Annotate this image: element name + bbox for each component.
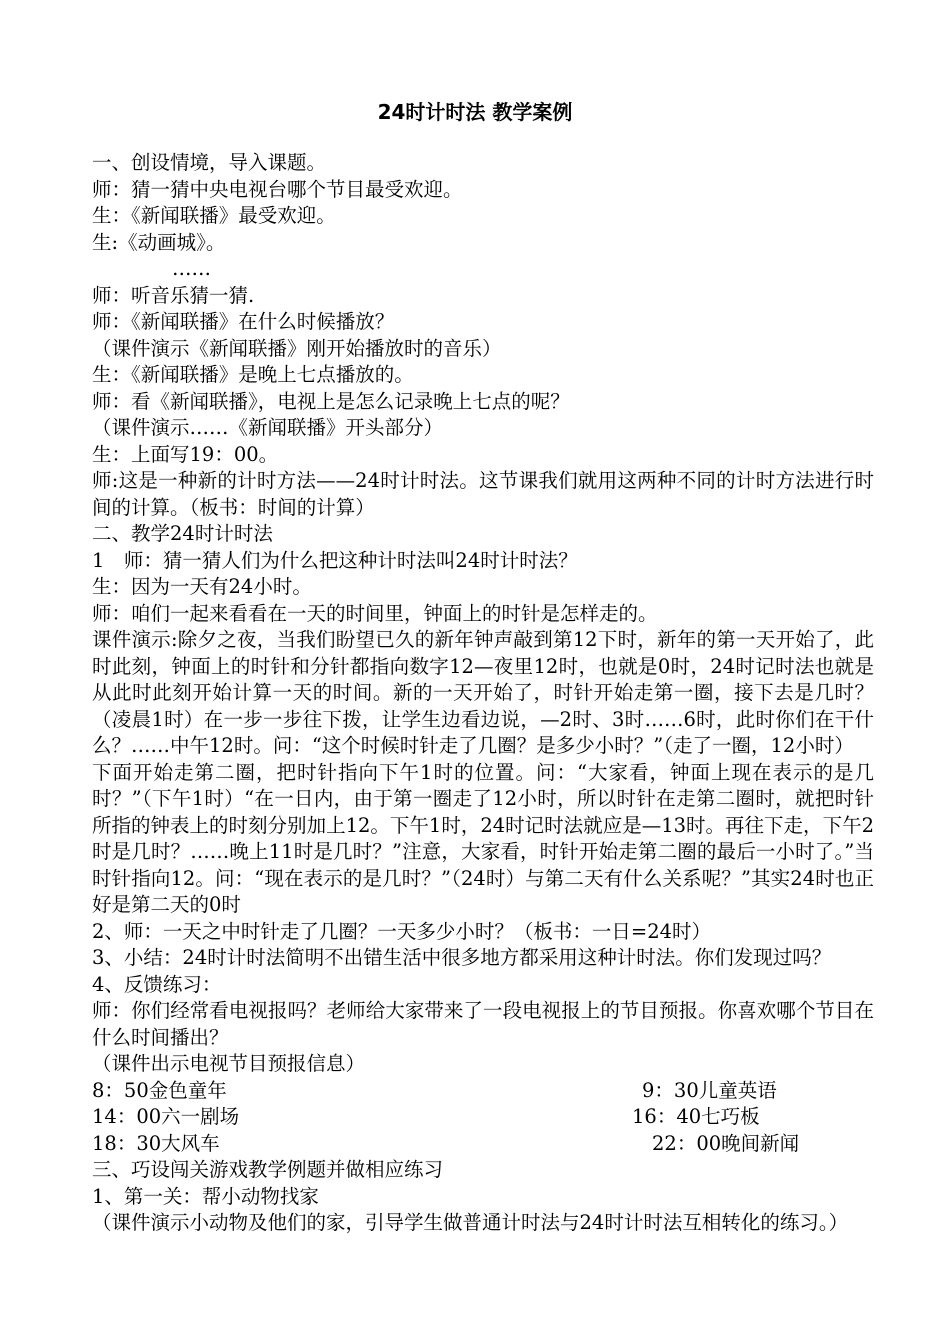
dialogue-line: 1 师：猜一猜人们为什么把这种计时法叫24时计时法？ (92, 548, 578, 572)
subsection-heading: 1、第一关：帮小动物找家 (92, 1184, 319, 1208)
paragraph: 下面开始走第二圈，把时针指向下午1时的位置。问：“大家看，钟面上现在表示的是几时？”（下午1时）“在一日内，由于第一圈走了12小时，所以时针在走第二圈时，就把时针所指的钟表上的时刻分别加上12。下午1时，24时记时法就应是—13时。再往下走，下午2时是几时？……晚上11时是几时？”注意，大家看，时针开始走第二圈的最后一小时了。”当时针指向12。问：“现在表示的是几时？”（24时）与第二天有什么关系呢？”其实24时也正好是第二天的0时 (92, 760, 874, 916)
schedule-item: 8：50金色童年 (92, 1078, 227, 1102)
schedule-item: 14：00六一剧场 (92, 1105, 240, 1128)
dialogue-line: 师：《新闻联播》在什么时候播放？ (92, 310, 395, 333)
section-heading-2: 二、教学24时计时法 (92, 522, 273, 545)
schedule-row (92, 1131, 874, 1158)
paragraph: 3、小结：24时计时法简明不出错生活中很多地方都采用这种计时法。你们发现过吗？ (92, 946, 832, 969)
schedule-item: 16：40七巧板 (632, 1105, 760, 1128)
stage-note: （课件出示电视节目预报信息） (92, 1052, 366, 1075)
dialogue-line: 生：上面写19：00。 (92, 442, 279, 466)
dialogue-line: 师：猜一猜中央电视台哪个节目最受欢迎。 (92, 177, 463, 201)
dialogue-line: 师：咱们一起来看看在一天的时间里，钟面上的时针是怎样走的。 (92, 601, 658, 625)
dialogue-line: 师：听音乐猜一猜. (92, 283, 255, 307)
paragraph: 师:这是一种新的计时方法——24时计时法。这节课我们就用这两种不同的计时方法进行时间的计算。（板书：时间的计算） (92, 469, 874, 519)
document-body (92, 150, 874, 1237)
schedule-row (92, 1104, 874, 1131)
stage-note: （课件演示……《新闻联播》开头部分） (92, 416, 444, 439)
dialogue-line: 生：《新闻联播》是晚上七点播放的。 (92, 363, 414, 386)
dialogue-line: 生:《动画城》。 (92, 230, 226, 254)
subsection-heading: 4、反馈练习： (92, 972, 222, 996)
section-heading-3: 三、巧设闯关游戏教学例题并做相应练习 (92, 1158, 444, 1181)
section-heading-1: 一、创设情境，导入课题。 (92, 151, 327, 174)
ellipsis-line: …… (172, 257, 211, 280)
schedule-item: 18：30大风车 (92, 1131, 220, 1155)
dialogue-line: 生：《新闻联播》最受欢迎。 (92, 204, 336, 227)
schedule-row (92, 1078, 874, 1105)
schedule-item: 9：30儿童英语 (642, 1078, 777, 1102)
document-title: 24时计时法 教学案例 (377, 100, 573, 124)
stage-note: （课件演示《新闻联播》刚开始播放时的音乐） (92, 336, 502, 360)
dialogue-line: 2、师：一天之中时针走了几圈？一天多少小时？（板书：一日=24时） (92, 919, 712, 943)
paragraph: 师：你们经常看电视报吗？老师给大家带来了一段电视报上的节目预报。你喜欢哪个节目在什么时间播出？ (92, 999, 874, 1049)
paragraph: （课件演示小动物及他们的家，引导学生做普通计时法与24时计时法互相转化的练习。） (92, 1211, 849, 1234)
dialogue-line: 生：因为一天有24小时。 (92, 575, 312, 598)
dialogue-line: 师：看《新闻联播》，电视上是怎么记录晚上七点的呢？ (92, 389, 570, 413)
schedule-item: 22：00晚间新闻 (652, 1131, 800, 1155)
paragraph: 课件演示:除夕之夜，当我们盼望已久的新年钟声敲到第12下时，新年的第一天开始了，此时此刻，钟面上的时针和分针都指向数字12—夜里12时，也就是0时，24时记时法也就是从此时此刻开始计算一天的时间。新的一天开始了，时针开始走第一圈，接下去是几时？（凌晨1时）在一步一步往下拨，让学生边看边说，—2时、3时……6时，此时你们在干什么？……中午12时。问：“这个时候时针走了几圈？是多少小时？”（走了一圈，12小时） (92, 628, 874, 757)
